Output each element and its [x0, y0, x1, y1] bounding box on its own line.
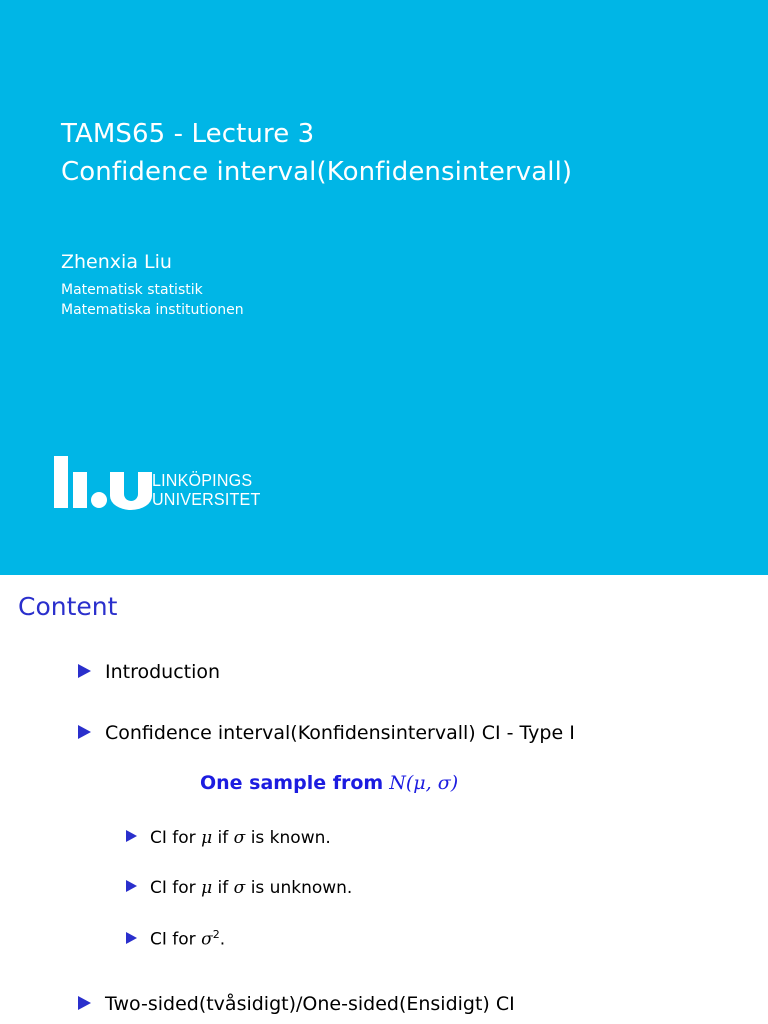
sample-heading-formula: N(μ, σ) — [389, 772, 459, 794]
institute-line2: Matematiska institutionen — [61, 302, 244, 318]
list-item — [78, 661, 220, 683]
bullet-triangle-icon — [78, 664, 91, 678]
bullet-triangle-icon — [78, 725, 91, 739]
sample-heading — [200, 772, 458, 794]
list-item — [78, 993, 515, 1015]
logo-wordmark-line2: UNIVERSITET — [152, 489, 261, 509]
sub-list-item: CI for $\sigma^2$. — [126, 928, 225, 950]
list-item-label: Introduction — [105, 661, 221, 683]
list-item — [78, 722, 575, 744]
logo-wordmark-line1: LINKÖPINGS — [152, 470, 253, 490]
slide-title-line2: Confidence interval(Konfidensintervall) — [61, 157, 573, 187]
sub-list-item: CI for μ if σ is unknown. — [126, 878, 352, 898]
list-item-label: Two-sided(tvåsidigt)/One-sided(Ensidigt) CI — [105, 993, 515, 1015]
bullet-triangle-icon — [78, 996, 91, 1010]
author-name: Zhenxia Liu — [61, 251, 172, 273]
content-slide — [0, 575, 768, 1024]
sub-list-item: CI for μ if σ is known. — [126, 828, 331, 848]
bullet-triangle-icon — [126, 932, 137, 944]
institute-line1: Matematisk statistik — [61, 282, 203, 298]
slide-title-line1: TAMS65 - Lecture 3 — [61, 119, 315, 149]
bullet-triangle-icon — [126, 830, 137, 842]
frame-title: Content — [18, 592, 118, 621]
list-item-label: Confidence interval(Konfidensintervall) CI - Type I — [105, 722, 575, 744]
sample-heading-text: One sample from — [200, 772, 384, 794]
bullet-triangle-icon — [126, 880, 137, 892]
